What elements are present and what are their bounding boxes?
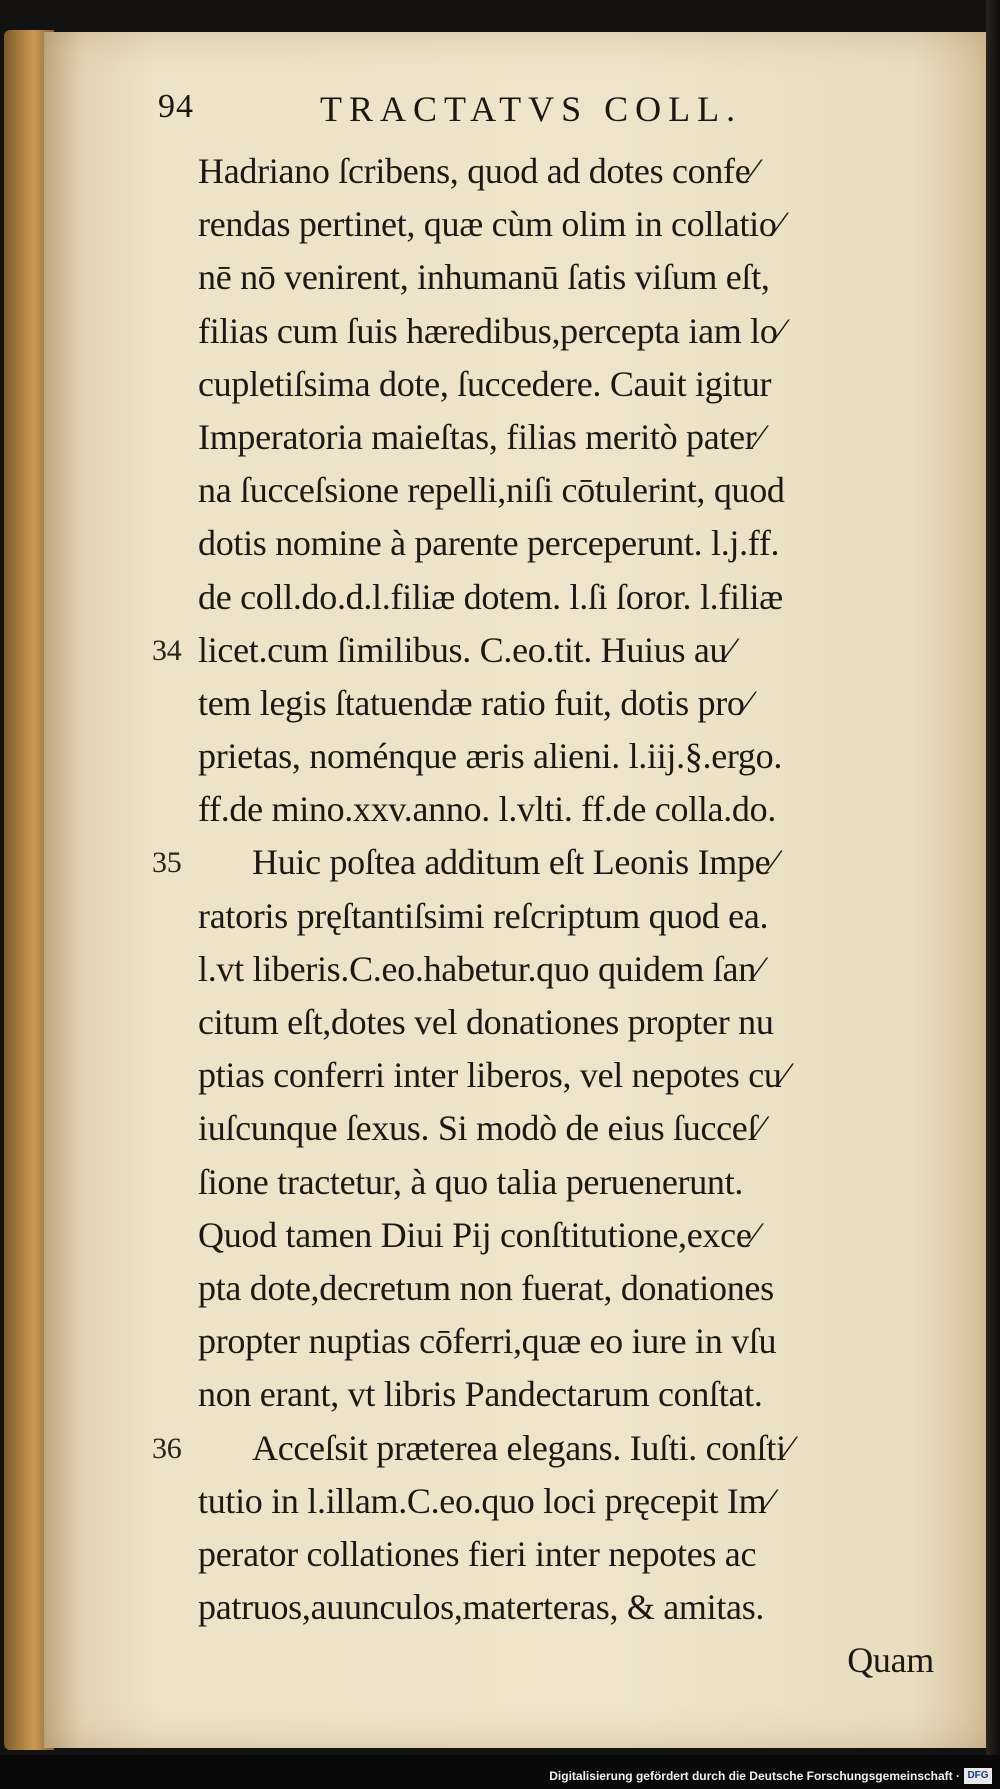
margin-note-number: 34 — [152, 633, 182, 667]
text-line — [198, 730, 938, 783]
line-text: Hadriano ſcribens, quod ad dotes confe⁄ — [198, 151, 757, 191]
line-text: Quod tamen Diui Pij conſtitutione,exce⁄ — [198, 1214, 758, 1255]
text-line — [198, 1262, 938, 1315]
text-line — [198, 251, 938, 304]
line-text: Quam — [847, 1640, 934, 1681]
footer-bar — [0, 1755, 1000, 1789]
page-number: 94 — [158, 88, 194, 125]
body-text — [152, 145, 938, 1687]
line-text: filias cum ſuis hæredibus,percepta iam lo⁄ — [198, 310, 784, 351]
text-line — [198, 1528, 938, 1581]
text-line — [152, 836, 938, 889]
line-text: de coll.do.d.l.filiæ dotem. l.ſi ſoror. l.filiæ — [198, 576, 783, 617]
text-line — [198, 571, 938, 624]
text-line — [198, 1102, 938, 1155]
right-page-edge — [986, 0, 1000, 1789]
text-line — [152, 1422, 938, 1475]
text-line — [152, 624, 938, 677]
text-line — [198, 464, 938, 517]
line-text: pta dote,decretum non fuerat, donationes — [198, 1267, 774, 1308]
line-text: ff.de mino.xxv.anno. l.vlti. ff.de colla.do. — [198, 789, 777, 830]
line-text: patruos,auunculos,materteras, & amitas. — [198, 1587, 765, 1628]
line-text: Huic poſtea additum eſt Leonis Impe⁄ — [252, 842, 777, 883]
running-head: TRACTATVS COLL. — [320, 89, 743, 129]
line-text: licet.cum ſimilibus. C.eo.tit. Huius au⁄ — [198, 629, 733, 670]
line-text: ratoris pręſtantiſsimi reſcriptum quod ea. — [198, 895, 769, 936]
text-line — [198, 783, 938, 836]
line-text: tutio in l.illam.C.eo.quo loci pręcepit Im⁄ — [198, 1480, 772, 1521]
line-text: ptias conferri inter liberos, vel nepotes cu⁄ — [198, 1055, 788, 1096]
text-line — [198, 996, 938, 1049]
text-line — [198, 1315, 938, 1368]
text-line — [198, 1581, 938, 1634]
text-line — [198, 1368, 938, 1421]
text-line — [198, 198, 938, 251]
margin-note-number: 35 — [152, 846, 182, 880]
text-line — [198, 145, 938, 198]
line-text: l.vt liberis.C.eo.habetur.quo quidem ſan⁄ — [198, 948, 762, 989]
text-line — [198, 517, 938, 570]
text-line — [198, 411, 938, 464]
text-line — [198, 305, 938, 358]
margin-note-number: 36 — [152, 1431, 182, 1465]
line-text: Imperatoria maieſtas, filias meritò pater⁄ — [198, 416, 763, 457]
text-line — [198, 943, 938, 996]
page-header — [158, 88, 938, 144]
text-line — [198, 1475, 938, 1528]
text-line — [198, 1634, 938, 1687]
line-text: citum eſt,dotes vel donationes propter nu — [198, 1002, 774, 1042]
line-text: rendas pertinet, quæ cùm olim in collatio⁄ — [198, 204, 783, 245]
text-line — [198, 1156, 938, 1209]
line-text: nē nō venirent, inhumanū ſatis viſum eſt, — [198, 257, 770, 298]
line-text: perator collationes fieri inter nepotes ac — [198, 1533, 757, 1574]
text-line — [198, 1049, 938, 1102]
text-line — [198, 677, 938, 730]
line-text: ſione tractetur, à quo talia peruenerunt. — [198, 1161, 744, 1202]
line-text: propter nuptias cōferri,quæ eo iure in vſu — [198, 1321, 777, 1362]
line-text: Acceſsit præterea elegans. Iuſti. conſti⁄ — [252, 1427, 792, 1468]
digitization-credit: Digitalisierung gefördert durch die Deutsche Forschungsgemeinschaft · — [549, 1769, 960, 1783]
line-text: dotis nomine à parente perceperunt. l.j.ff. — [198, 523, 780, 564]
line-text: tem legis ſtatuendæ ratio fuit, dotis pro⁄ — [198, 682, 751, 723]
line-text: prietas, noménque æris alieni. l.iij.§.ergo. — [198, 736, 783, 777]
line-text: iuſcunque ſexus. Si modò de eius ſucceſ⁄ — [198, 1108, 763, 1149]
line-text: na ſucceſsione repelli,niſi cōtulerint, quod — [198, 470, 785, 511]
text-line — [198, 890, 938, 943]
line-text: non erant, vt libris Pandectarum conſtat. — [198, 1374, 763, 1415]
text-line — [198, 358, 938, 411]
line-text: cupletiſsima dote, ſuccedere. Cauit igitur — [198, 363, 772, 404]
dfg-logo: DFG — [964, 1768, 992, 1784]
text-line — [198, 1209, 938, 1262]
